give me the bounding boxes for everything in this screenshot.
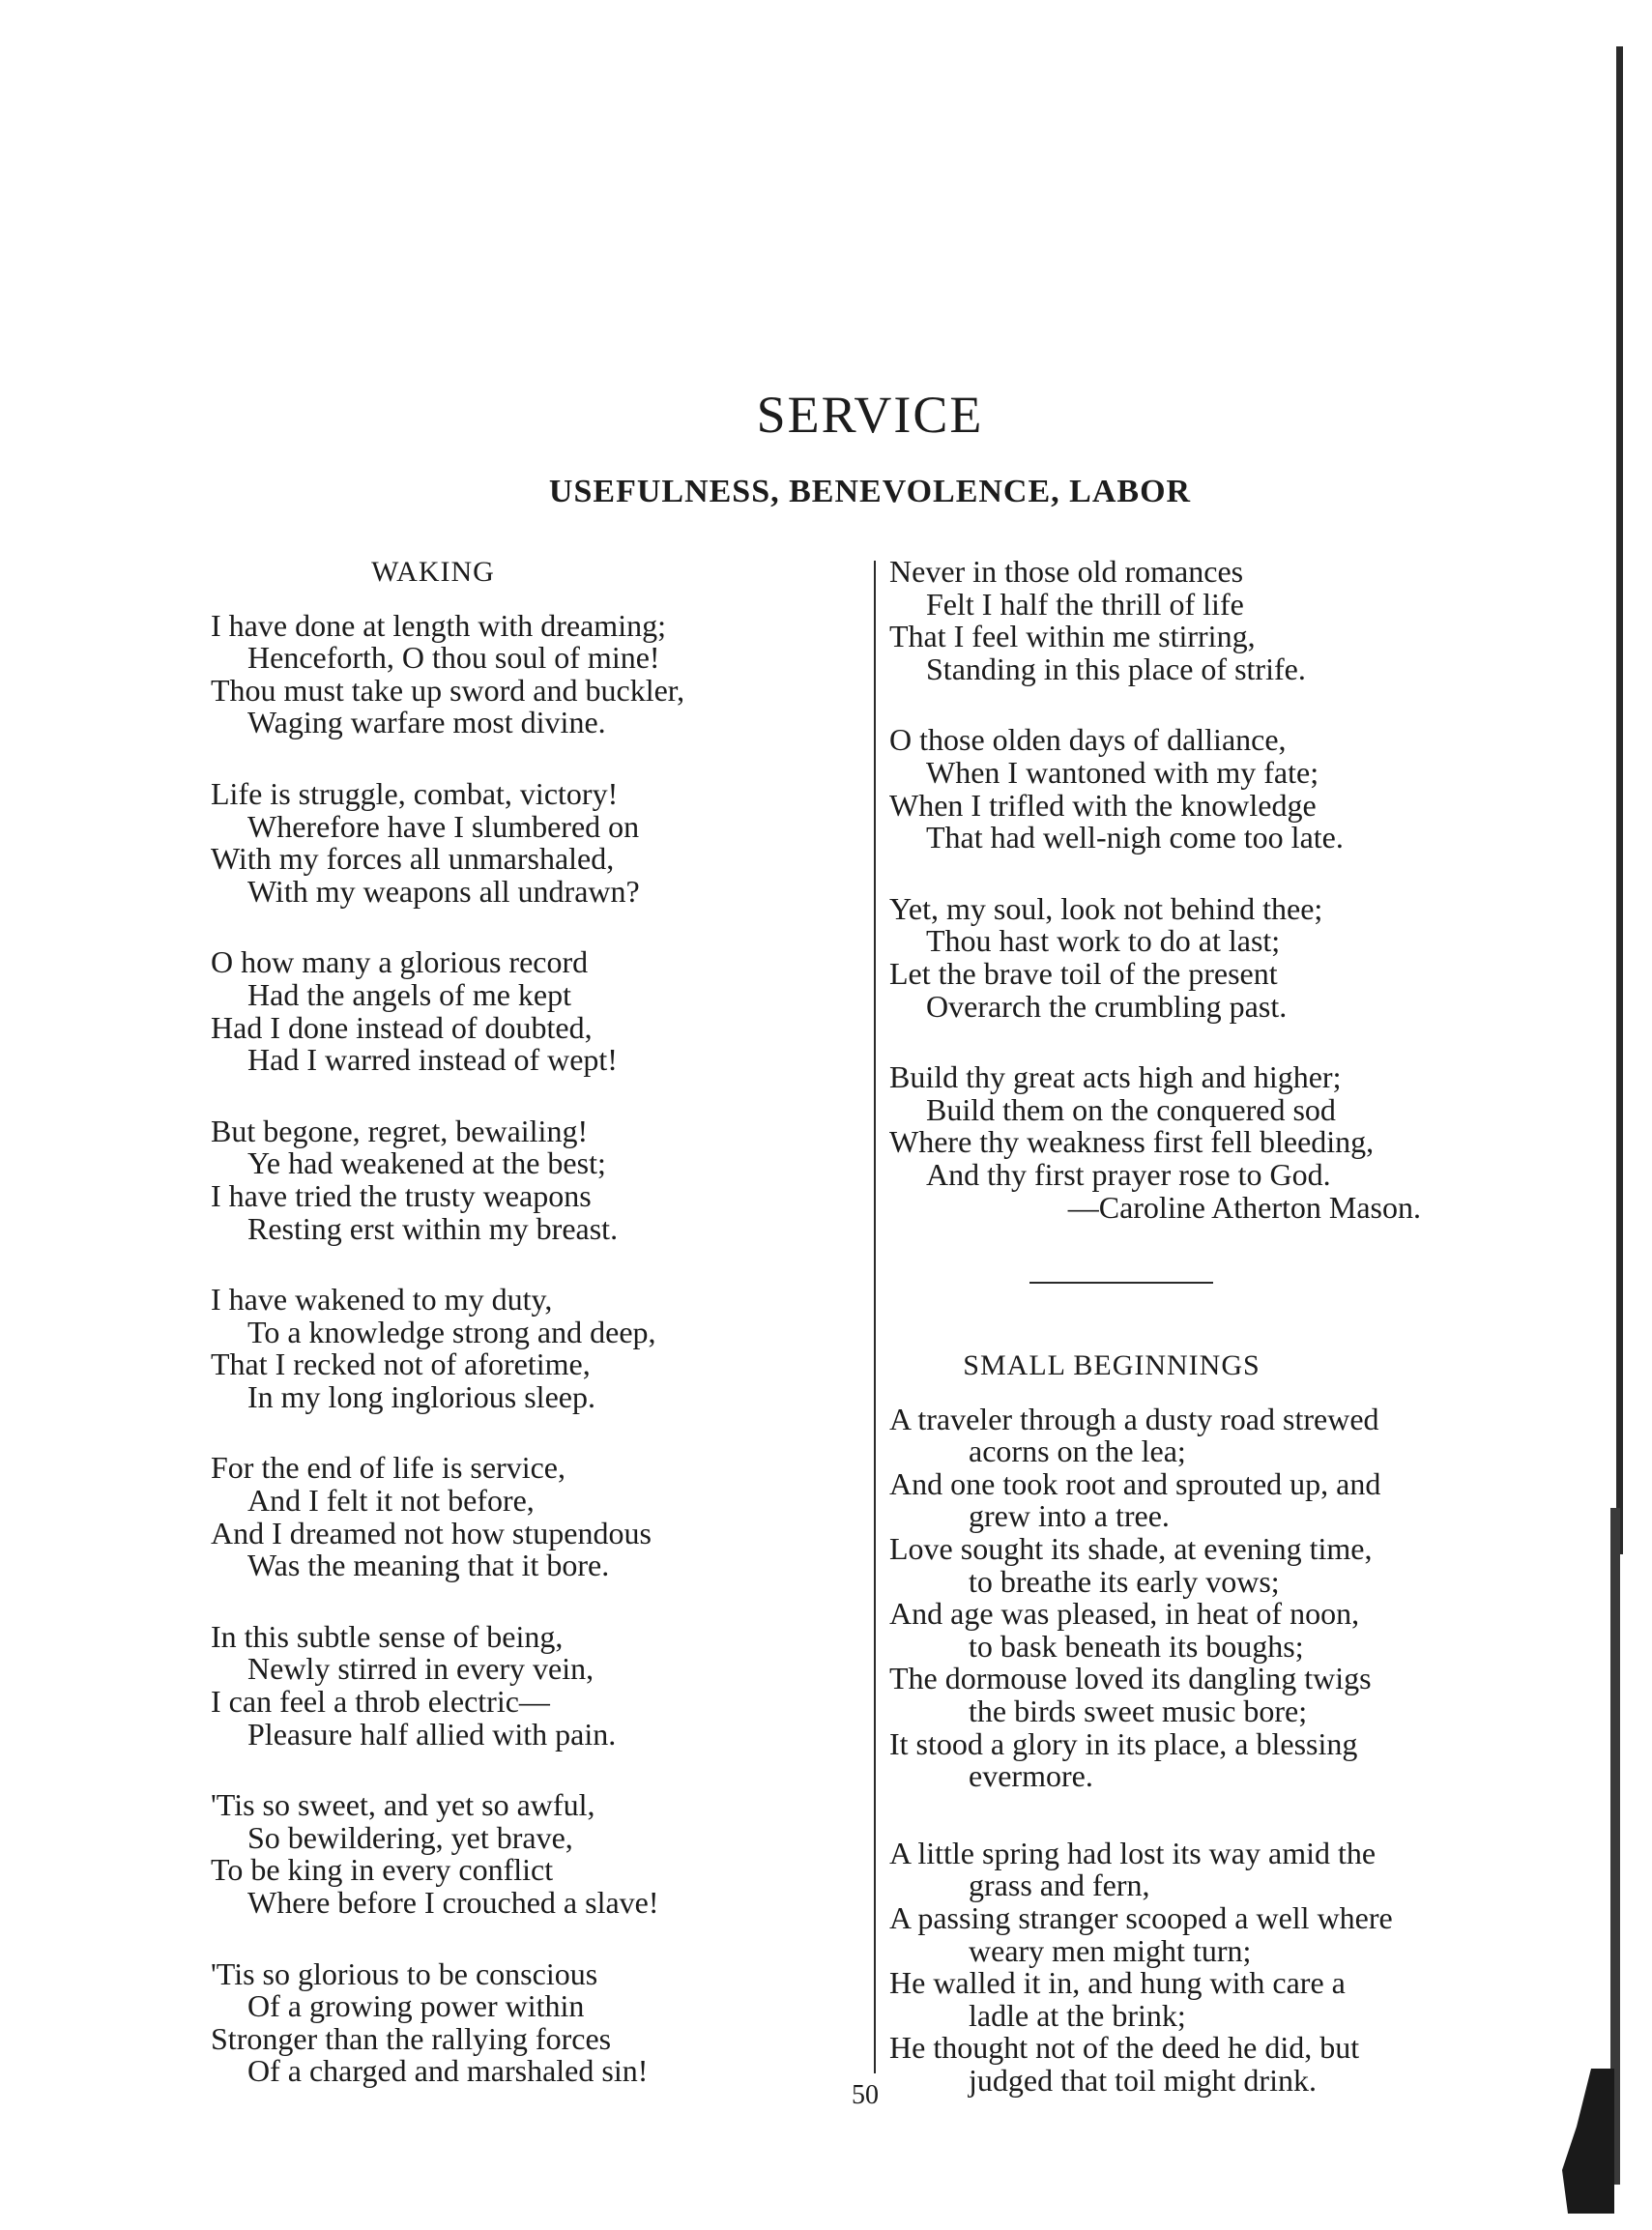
poem-line: Wherefore have I slumbered on bbox=[247, 808, 640, 844]
stanza bbox=[889, 556, 1527, 685]
poem-line: Standing in this place of strife. bbox=[926, 651, 1306, 686]
poem-line: O those olden days of dalliance, bbox=[889, 722, 1287, 758]
poem-line: 'Tis so sweet, and yet so awful, bbox=[211, 1787, 595, 1823]
poem-line: That I feel within me stirring, bbox=[889, 619, 1256, 654]
poem-line: Of a growing power within bbox=[247, 1988, 585, 2024]
poem-line: Waging warfare most divine. bbox=[247, 705, 606, 740]
poem-line: When I wantoned with my fate; bbox=[926, 754, 1319, 790]
poem-line: That had well-nigh come too late. bbox=[926, 820, 1344, 855]
poem-line: Felt I half the thrill of life bbox=[926, 586, 1244, 622]
poem-line: weary men might turn; bbox=[969, 1932, 1252, 1968]
poem-line: So bewildering, yet brave, bbox=[247, 1819, 573, 1855]
poem-line: Newly stirred in every vein, bbox=[247, 1651, 594, 1687]
poem-body-waking-continued bbox=[889, 556, 1527, 1192]
poem-line: Thou must take up sword and buckler, bbox=[211, 672, 685, 708]
poem-line: Had I warred instead of wept! bbox=[247, 1042, 618, 1078]
stanza bbox=[211, 946, 868, 1076]
poem-line: grass and fern, bbox=[969, 1868, 1150, 1903]
poem-line: Yet, my soul, look not behind thee; bbox=[889, 890, 1323, 926]
poem-body-waking bbox=[211, 607, 868, 2089]
poem-line: A traveler through a dusty road strewed bbox=[889, 1401, 1379, 1436]
poem-line: Of a charged and marshaled sin! bbox=[247, 2053, 649, 2089]
stanza bbox=[211, 1115, 868, 1245]
poem-line: Where thy weakness first fell bleeding, bbox=[889, 1124, 1375, 1160]
poem-line: judged that toil might drink. bbox=[969, 2062, 1317, 2098]
poem-line: A passing stranger scooped a well where bbox=[889, 1900, 1393, 1935]
page-number: 50 bbox=[852, 2080, 879, 2110]
stanza bbox=[211, 607, 868, 740]
poem-line: Thou hast work to do at last; bbox=[926, 923, 1281, 959]
poem-line: And I felt it not before, bbox=[247, 1483, 535, 1519]
page-subtitle: USEFULNESS, BENEVOLENCE, LABOR bbox=[548, 474, 1192, 509]
stanza bbox=[889, 724, 1527, 854]
poem-line: He walled it in, and hung with care a bbox=[889, 1965, 1346, 2001]
poem-line: That I recked not of aforetime, bbox=[211, 1347, 591, 1382]
poem-line: It stood a glory in its place, a blessing bbox=[889, 1725, 1358, 1761]
left-column bbox=[211, 556, 868, 2127]
poem-line: grew into a tree. bbox=[969, 1498, 1170, 1534]
poem-line: Henceforth, O thou soul of mine! bbox=[247, 640, 660, 676]
poem-line: In my long inglorious sleep. bbox=[247, 1378, 595, 1414]
poem-line: Build thy great acts high and higher; bbox=[889, 1059, 1342, 1095]
page-edge-shadow bbox=[1616, 46, 1623, 1554]
poem-line: evermore. bbox=[969, 1758, 1093, 1794]
poem-line: Ye had weakened at the best; bbox=[247, 1145, 606, 1181]
poem-title-small-beginnings: SMALL BEGINNINGS bbox=[963, 1349, 1261, 1382]
column-divider bbox=[874, 561, 876, 2073]
poem-line: to bask beneath its boughs; bbox=[969, 1628, 1304, 1664]
poem-line: I have done at length with dreaming; bbox=[211, 607, 666, 643]
poem-line: I have wakened to my duty, bbox=[211, 1282, 553, 1318]
stanza bbox=[211, 1452, 868, 1581]
stanza bbox=[889, 1401, 1527, 1794]
poem-line: But begone, regret, bewailing! bbox=[211, 1113, 589, 1148]
poem-line: Love sought its shade, at evening time, bbox=[889, 1531, 1373, 1567]
poem-line: In this subtle sense of being, bbox=[211, 1618, 564, 1654]
poem-line: Where before I crouched a slave! bbox=[247, 1885, 659, 1920]
poem-line: To be king in every conflict bbox=[211, 1852, 554, 1888]
stanza bbox=[211, 1789, 868, 1919]
poem-line: With my weapons all undrawn? bbox=[247, 873, 640, 909]
stanza bbox=[889, 1835, 1527, 2098]
stanza bbox=[211, 1284, 868, 1413]
stanza bbox=[889, 1061, 1527, 1191]
poem-line: A little spring had lost its way amid the bbox=[889, 1835, 1377, 1870]
poem-line: He thought not of the deed he did, but bbox=[889, 2030, 1360, 2066]
poem-line: Had I done instead of doubted, bbox=[211, 1009, 593, 1045]
poem-line: I have tried the trusty weapons bbox=[211, 1177, 592, 1213]
poem-line: And one took root and sprouted up, and bbox=[889, 1465, 1381, 1501]
poem-line: to breathe its early vows; bbox=[969, 1563, 1280, 1599]
poem-title-waking: WAKING bbox=[371, 556, 495, 588]
poem-line: Stronger than the rallying forces bbox=[211, 2020, 612, 2056]
poem-line: The dormouse loved its dangling twigs bbox=[889, 1661, 1372, 1696]
poem-line: the birds sweet music bore; bbox=[969, 1694, 1308, 1729]
page-title: SERVICE bbox=[756, 386, 984, 444]
poem-line: ladle at the brink; bbox=[969, 1997, 1186, 2033]
poem-line: And thy first prayer rose to God. bbox=[926, 1156, 1331, 1192]
poem-line: Was the meaning that it bore. bbox=[247, 1548, 610, 1583]
section-separator bbox=[1029, 1282, 1213, 1284]
poem-line: Let the brave toil of the present bbox=[889, 955, 1278, 991]
poem-line: Build them on the conquered sod bbox=[926, 1091, 1336, 1127]
stanza bbox=[211, 775, 868, 909]
poem-line: O how many a glorious record bbox=[211, 944, 589, 980]
poem-line: Life is struggle, combat, victory! bbox=[211, 775, 619, 811]
poem-line: For the end of life is service, bbox=[211, 1450, 565, 1486]
poem-line: And age was pleased, in heat of noon, bbox=[889, 1596, 1360, 1632]
poem-line: Resting erst within my breast. bbox=[247, 1210, 619, 1246]
poem-body-small-beginnings bbox=[889, 1401, 1527, 2098]
poem-line: 'Tis so glorious to be conscious bbox=[211, 1955, 598, 1991]
poem-line: Pleasure half allied with pain. bbox=[247, 1716, 617, 1752]
stanza bbox=[211, 1618, 868, 1752]
poem-line: When I trifled with the knowledge bbox=[889, 787, 1317, 823]
poem-line: To a knowledge strong and deep, bbox=[247, 1314, 656, 1349]
stanza bbox=[889, 890, 1527, 1024]
poem-line: Overarch the crumbling past. bbox=[926, 988, 1288, 1024]
poem-line: Had the angels of me kept bbox=[247, 976, 571, 1012]
stanza bbox=[211, 1955, 868, 2089]
poem-line: Never in those old romances bbox=[889, 554, 1244, 589]
poem-line: With my forces all unmarshaled, bbox=[211, 841, 615, 877]
right-column bbox=[889, 556, 1527, 2136]
poem-line: I can feel a throb electric— bbox=[211, 1684, 550, 1720]
poem-attribution: —Caroline Atherton Mason. bbox=[1067, 1189, 1421, 1225]
poem-line: acorns on the lea; bbox=[969, 1434, 1186, 1469]
poem-line: And I dreamed not how stupendous bbox=[211, 1515, 652, 1550]
